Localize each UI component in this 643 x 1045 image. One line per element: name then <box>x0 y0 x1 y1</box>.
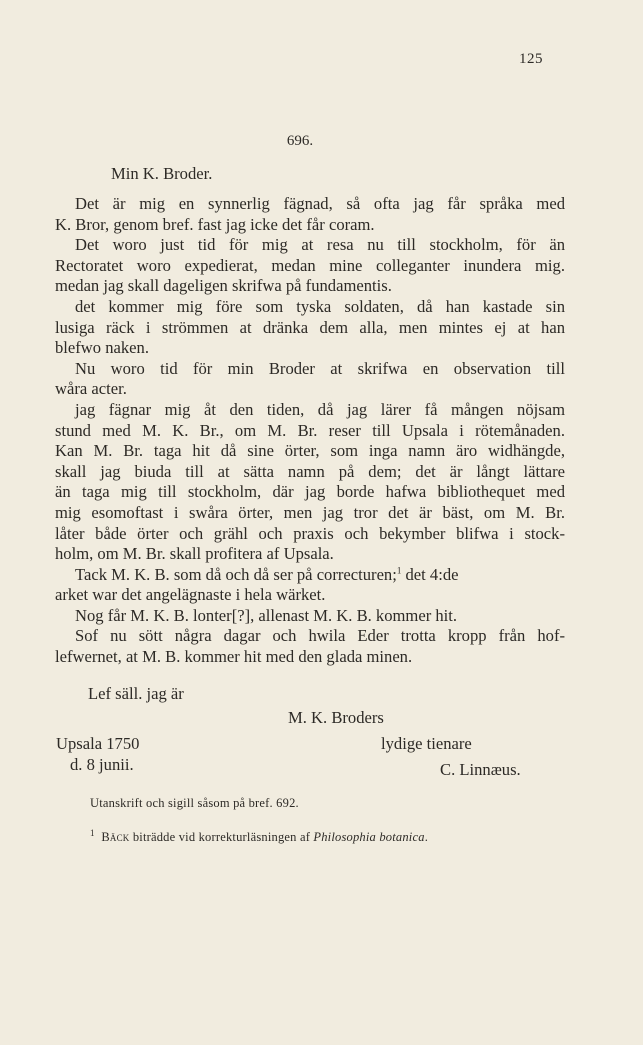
body-line: Det woro just tid för mig at resa nu till stockholm, för än <box>75 235 565 255</box>
footnote-author: Bäck <box>101 830 130 844</box>
body-line: skall jag biuda till at sätta namn på dem; det är långt lättare <box>55 461 565 481</box>
body-line: Det är mig en synnerlig fägnad, så ofta jag får språka med <box>75 194 565 213</box>
body-line: wåra acter. <box>55 379 127 399</box>
body-line-with-footnote-ref <box>55 565 565 586</box>
letter-number: 696. <box>286 133 314 149</box>
footnote-title: Philosophia botanica <box>313 830 425 844</box>
body-line: K. Bror, genom bref. fast jag icke det får coram. <box>55 214 375 234</box>
body-line: Rectoratet woro expedierat, medan mine colleganter inundera mig. <box>55 255 565 275</box>
page-number: 125 <box>519 51 543 67</box>
footnote-reference: 1 <box>396 565 402 576</box>
footnote-marker: 1 <box>90 827 95 838</box>
place-and-year: Upsala 1750 <box>56 734 140 753</box>
signature-name: C. Linnæus. <box>440 760 521 779</box>
body-line: medan jag skall dageligen skrifwa på fundamentis. <box>55 276 392 296</box>
body-line: arket war det angelägnaste i hela wärket. <box>55 585 326 605</box>
closing-phrase: Lef säll. jag är <box>88 684 184 703</box>
footnote <box>90 827 428 848</box>
body-line: blefwo naken. <box>55 338 149 358</box>
signature-line-1: M. K. Broders <box>288 708 384 727</box>
signature-line-2: lydige tienare <box>381 734 472 753</box>
body-line: Kan M. Br. taga hit då sine örter, som inga namn äro widhängde, <box>55 441 565 461</box>
body-line-part: det 4:de <box>401 564 459 584</box>
address-note: Utanskrift och sigill såsom på bref. 692. <box>90 796 299 810</box>
body-line: Nu woro tid för min Broder at skrifwa en observation till <box>75 358 565 378</box>
footnote-end: . <box>424 830 429 844</box>
footnote-text: biträdde vid korrekturläsningen af <box>129 830 314 844</box>
body-line: det kommer mig före som tyska soldaten, då han kastade sin <box>75 296 565 316</box>
letter-body <box>55 194 565 668</box>
body-line-part: Tack M. K. B. som då och då ser på correcturen; <box>75 564 397 584</box>
letter-date: d. 8 junii. <box>70 755 134 774</box>
body-line: mig esomoftast i swåra örter, men jag tror det är bäst, om M. Br. <box>55 502 565 522</box>
body-line: lusiga räck i strömmen at dränka dem alla, men mintes ej at han <box>55 317 565 337</box>
body-line: stund med M. K. Br., om M. Br. reser till Upsala i rötemånaden. <box>55 420 565 440</box>
salutation: Min K. Broder. <box>111 164 213 183</box>
body-line: låter både örter och grähl och praxis och bekymber blifwa i stock- <box>55 523 565 543</box>
body-line: Sof nu sött några dagar och hwila Eder trotta kropp från hof- <box>75 626 565 646</box>
body-line: Nog får M. K. B. lonter[?], allenast M. K. B. kommer hit. <box>75 605 458 625</box>
body-line: än taga mig till stockholm, där jag borde hafwa bibliothequet med <box>55 482 565 502</box>
body-line: holm, om M. Br. skall profitera af Upsala. <box>55 544 334 564</box>
body-line: jag fägnar mig åt den tiden, då jag lärer få mången nöjsam <box>75 399 565 419</box>
body-line: lefwernet, at M. B. kommer hit med den glada minen. <box>55 647 413 667</box>
